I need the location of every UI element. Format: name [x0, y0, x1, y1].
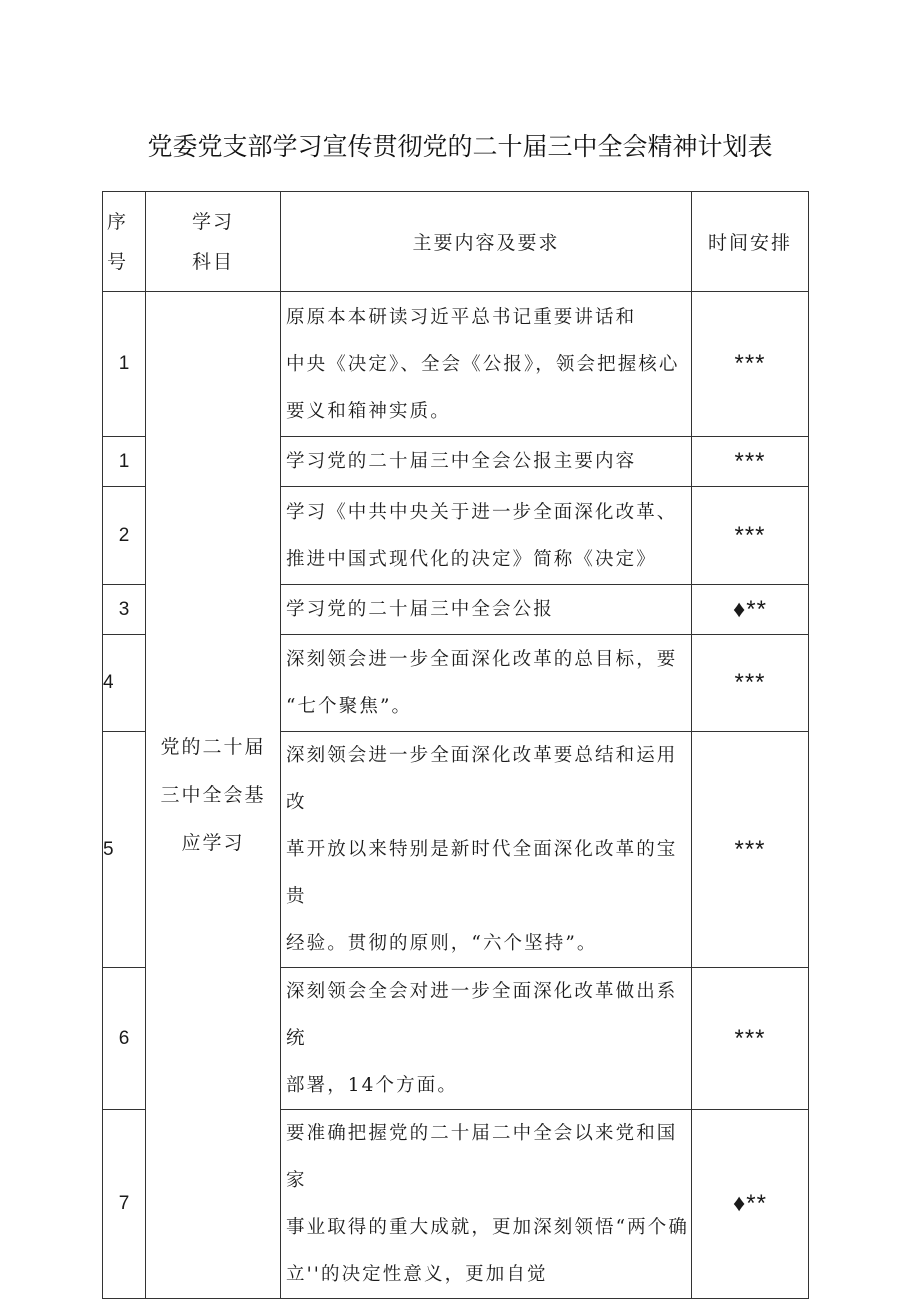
content-line: 经验。贯彻的原则，“六个坚持”。: [286, 933, 598, 954]
content-line: “七个聚焦”。: [286, 696, 413, 717]
row-time: ***: [692, 732, 809, 968]
row-content: [281, 292, 692, 437]
row-time: ***: [692, 968, 809, 1110]
subject-line3: 应学习: [181, 832, 245, 854]
content-line: 深刻领会进一步全面深化改革的总目标，要: [286, 649, 678, 670]
subject-line1: 党的二十届: [160, 736, 266, 758]
document-title: 党委党支部学习宣传贯彻党的二十届三中全会精神计划表: [147, 132, 773, 161]
row-time: ***: [692, 487, 809, 585]
row-time: ***: [692, 437, 809, 487]
row-number: 3: [103, 585, 146, 635]
row-time: ***: [692, 635, 809, 732]
row-number: 6: [103, 968, 146, 1110]
header-subject-line2: 科目: [191, 250, 234, 273]
row-time: ♦**: [692, 1110, 809, 1299]
header-serial-number: [103, 192, 146, 292]
row-content: [281, 635, 692, 732]
content-line: 革开放以来特别是新时代全面深化改革的宝贵: [286, 839, 678, 907]
row-number: 4: [103, 635, 146, 732]
table-row: [103, 292, 809, 437]
row-number: 5: [103, 732, 146, 968]
content-line: 事业取得的重大成就，更加深刻领悟“两个确: [286, 1217, 689, 1238]
header-serial-line2: 号: [107, 250, 129, 273]
row-number: 7: [103, 1110, 146, 1299]
content-line: 中央《决定》、全会《公报》，领会把握核心: [286, 353, 680, 375]
content-line: 推进中国式现代化的决定》简称《决定》: [286, 548, 657, 570]
row-time: ***: [692, 292, 809, 437]
header-content: 主要内容及要求: [281, 192, 692, 292]
subject-line2: 三中全会基: [160, 784, 266, 806]
header-subject-line1: 学习: [191, 210, 234, 233]
row-number: 1: [103, 437, 146, 487]
content-line: 要准确把握党的二十届二中全会以来党和国家: [286, 1123, 678, 1191]
subject-cell: [146, 292, 281, 1299]
study-plan-table: [102, 191, 809, 1299]
row-number: 1: [103, 292, 146, 437]
content-line: 学习《中共中央关于进一步全面深化改革、: [286, 501, 678, 523]
content-line: 要义和箱神实质。: [286, 400, 451, 422]
content-line: 学习党的二十届三中全会公报: [286, 599, 554, 620]
content-line: 深刻领会全会对进一步全面深化改革做出系统: [286, 981, 678, 1049]
content-line: 立''的决定性意义，更加自觉: [286, 1264, 548, 1285]
header-subject: [146, 192, 281, 292]
row-content: [281, 1110, 692, 1299]
header-row: [103, 192, 809, 292]
content-line: 部署，14个方面。: [286, 1075, 458, 1096]
content-line: 学习党的二十届三中全会公报主要内容: [286, 451, 637, 472]
content-line: 深刻领会进一步全面深化改革要总结和运用改: [286, 745, 678, 813]
header-time: 时间安排: [692, 192, 809, 292]
row-time: ♦**: [692, 585, 809, 635]
row-content: [281, 487, 692, 585]
row-number: 2: [103, 487, 146, 585]
header-serial-line1: 序: [107, 210, 129, 233]
row-content: [281, 732, 692, 968]
row-content: [281, 585, 692, 635]
row-content: [281, 437, 692, 487]
row-content: [281, 968, 692, 1110]
content-line: 原原本本研读习近平总书记重要讲话和: [286, 306, 637, 328]
